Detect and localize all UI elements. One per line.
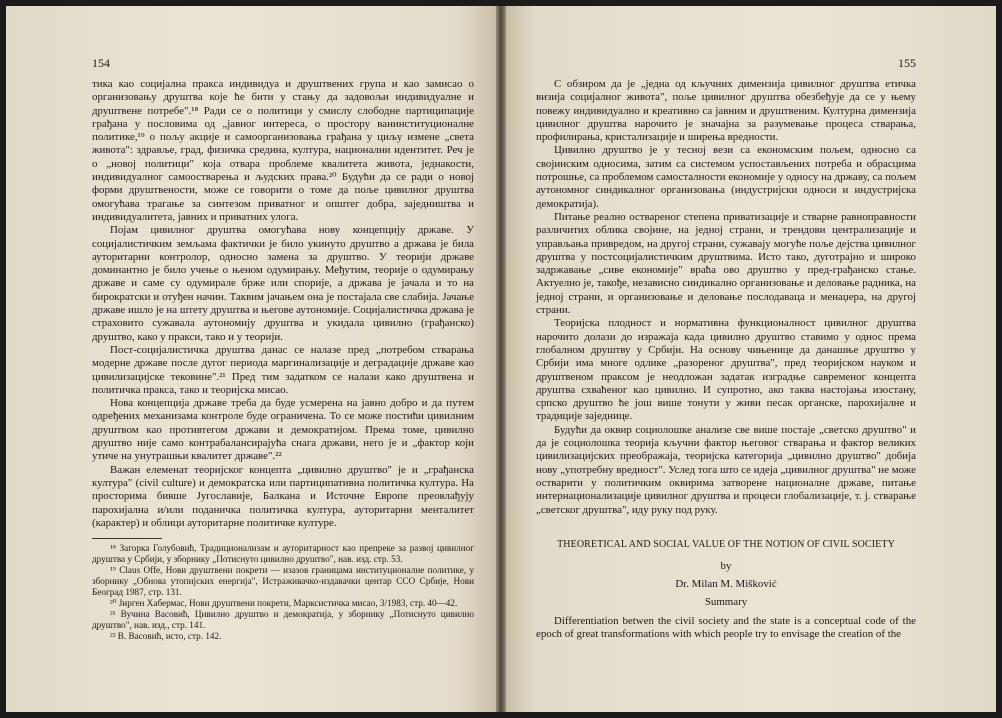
right-paragraph-2: Цивилно друштво је у тесној вези са економским пољем, односно са својинским односима, затим са системом успостављених потреба и обрасцима потрошње, са проблемом самосталности економије у односу на државу, са пољем аутономног синдикалног организовања (индустријски односи и индустријска демократија). (536, 144, 916, 210)
page-number-left: 154 (92, 56, 110, 70)
left-paragraph-3: Пост-социјалистичка друштва данас се налазе пред „потребом стварања модерне државе после дугог периода маргинализације и деградације државе као цивилизацијске тековине".²¹ Пред тим задатком се налази како друштвена и политичка пракса, тако и теоријска мисао. (92, 343, 474, 396)
footnote-rule (92, 538, 162, 539)
summary-title: THEORETICAL AND SOCIAL VALUE OF THE NOTION OF CIVIL SOCIETY (557, 538, 895, 550)
left-paragraph-4: Нова концепција државе треба да буде усмерена на јавно добро и да путем одређених механизама контроле буде ограничена. То се може постићи цивилним друштвом као противтегом држави и демократијом. Према томе, цивилно друштво није само контрабалансирајућа снага држави, него је и „фактор који утиче на унутрашњи квалитет државе".²² (92, 397, 474, 463)
by-line: by (720, 559, 732, 572)
page-number-right: 155 (898, 56, 916, 70)
footnote-22: ²² В. Васовић, исто, стр. 142. (110, 631, 222, 642)
left-paragraph-2: Појам цивилног друштва омогућава нову концепцију државе. У социјалистичким земљама фактички је било укинуто друштво а држава је била ауторитарни контролор, односно замена за друштво. У теорији државе доминантно је било учење о њеном одумирању. Међутим, теорије о одумирању државе и саме су одумирале брже или спорије, а држава је јачала и то на бирократски и отуђен начин. Таквим јачањем она је постајала све слабија. Јачање државе ишло је на штету друштва и његове аутономије. Социјалистичка држава је страховито сужавала аутономију друштва и укидала цивилно (грађанско) друштво, како у пракси, тако и у теорији. (92, 224, 474, 343)
right-paragraph-5: Будући да оквир социолошке анализе све више постаје „светско друштво" и да је социолошка теорија кључни фактор његовог стварања и фактор великих цивилизацијских преображаја, теоријска категорија „цивилно друштво" добија нову „употребну вредност". Услед тога што се идеја „цивилног друштва" не може остварити у политичким оквирима затворене националне државе, питање интернационализације цивилног друштва и процеси глобализације, т. ј. стварање „светског друштва", иду руку под руку. (536, 423, 916, 516)
summary-label: Summary (704, 596, 748, 609)
right-paragraph-3: Питање реално оствареног степена приватизације и стварне равноправности различитих облика својине, на једној страни, и трендови централизације и управљања привредом, на другој страни, сужавају могуће поље дејства цивилног друштва у постсоцијалистичким друштвима. Исто тако, дуготрајно и широко задржавање „сиве економије" враћа ово друштво у пред-грађанско стање. Актуелно је, такође, независно синдикално организовање и деловање радника, на једној страни, и организовање и деловање послодаваца и менаџера, на другој страни. (536, 210, 916, 317)
right-paragraph-4: Теоријска плодност и нормативна функционалност цивилног друштва нарочито долази до изражаја када цивилно друштво ставимо у однос према глобалном друштву у Србији. На основу чињенице да данашње друштво у Србији има многе одлике „разореног друштва", пред теоријском науком и друштвеном праксом је неодложан задатак изградње савременог концепта друштва схваћеног као цивилно. И супротно, ако таква настојања изостану, српско друштво ће још више тонути у живи песак органске, парохијалне и традиције заједнице. (536, 317, 916, 423)
summary-text: Differentiation betwen the civil society and the state is a conceptual code of the epoch of great transformations with which people try to envisage the creation of the (536, 614, 916, 640)
footnote-19: ¹⁹ Claus Offe, Нови друштвени покрети — изазов границама институционалне политике, у зборнику „Обнова утопијских енергија", Истраживачко-издавачки центар ССО Србије, Нови Београд 1987, стр. 131. (92, 565, 474, 598)
left-paragraph-1: тика као социјална пракса индивидуа и друштвених група и као замисао о организовању друштва које ће бити у стању да задовољи индивидуалне и друштвене потребе".¹⁸ Ради се о политици у смислу слободне партиципације грађана у пословима од „јавног интереса, о простору ванинституционалне политике,¹⁹ о пољу акције и самоорганизовања грађана у циљу измене „света живота": здравље, град, физичка средина, култура, национални идентитет. Реч је о „новој политици" која отвара проблеме квалитета живота, једнакости, индивидуалног самоостварења и људских права.²⁰ Будући да се ради о новој форми друштвености, може се говорити о томе да поље цивилног друштва омогућава трагање за синтезом приватног и општег добра, заједништва и индивидуалитета, јавних и приватних улога. (92, 78, 474, 223)
footnote-21: ²¹ Вучина Васовић, Цивилно друштво и демократија, у зборнику „Потиснуто цивилно друштво", нав. изд., стр. 141. (92, 609, 474, 631)
footnotes (92, 538, 474, 642)
right-page (506, 6, 996, 712)
left-page (6, 6, 496, 712)
right-paragraph-1: С обзиром да је „једна од кључних димензија цивилног друштва етичка визија социјалног живота", поље цивилног друштва обезбеђује да се у њему повежу индивидуално и креативно са јавним и друштвеним. Културна димензија цивилног друштва нарочито је значајна за разумевање процеса стварања, профилирања, кристализације и ширења вредности. (536, 78, 916, 144)
footnote-18: ¹⁸ Загорка Голубовић, Традиционализам и ауторитарност као препреке за развој цивилног друштва у Србији, у зборнику „Потиснуто цивилно друштво", нав. изд. стр. 53. (92, 543, 474, 565)
author-name: Dr. Milan M. Mišković (675, 578, 777, 591)
left-paragraph-5: Важан елеменат теоријског концепта „цивилно друштво" је и „грађанска култура" (civil culture) и демократска или партиципативна политичка култура. На просторима бивше Југославије, Балкана и Источне Европе преовлађују парохијална и/или поданичка политичка култура, ауторитарни менталитет (карактер) и облици ауторитарне политичке културе. (92, 463, 474, 529)
book-spine (496, 6, 506, 712)
footnote-20: ²⁰ Јирген Хабермас, Нови друштвени покрети, Марксистичка мисао, 3/1983, стр. 40—42. (110, 598, 458, 609)
